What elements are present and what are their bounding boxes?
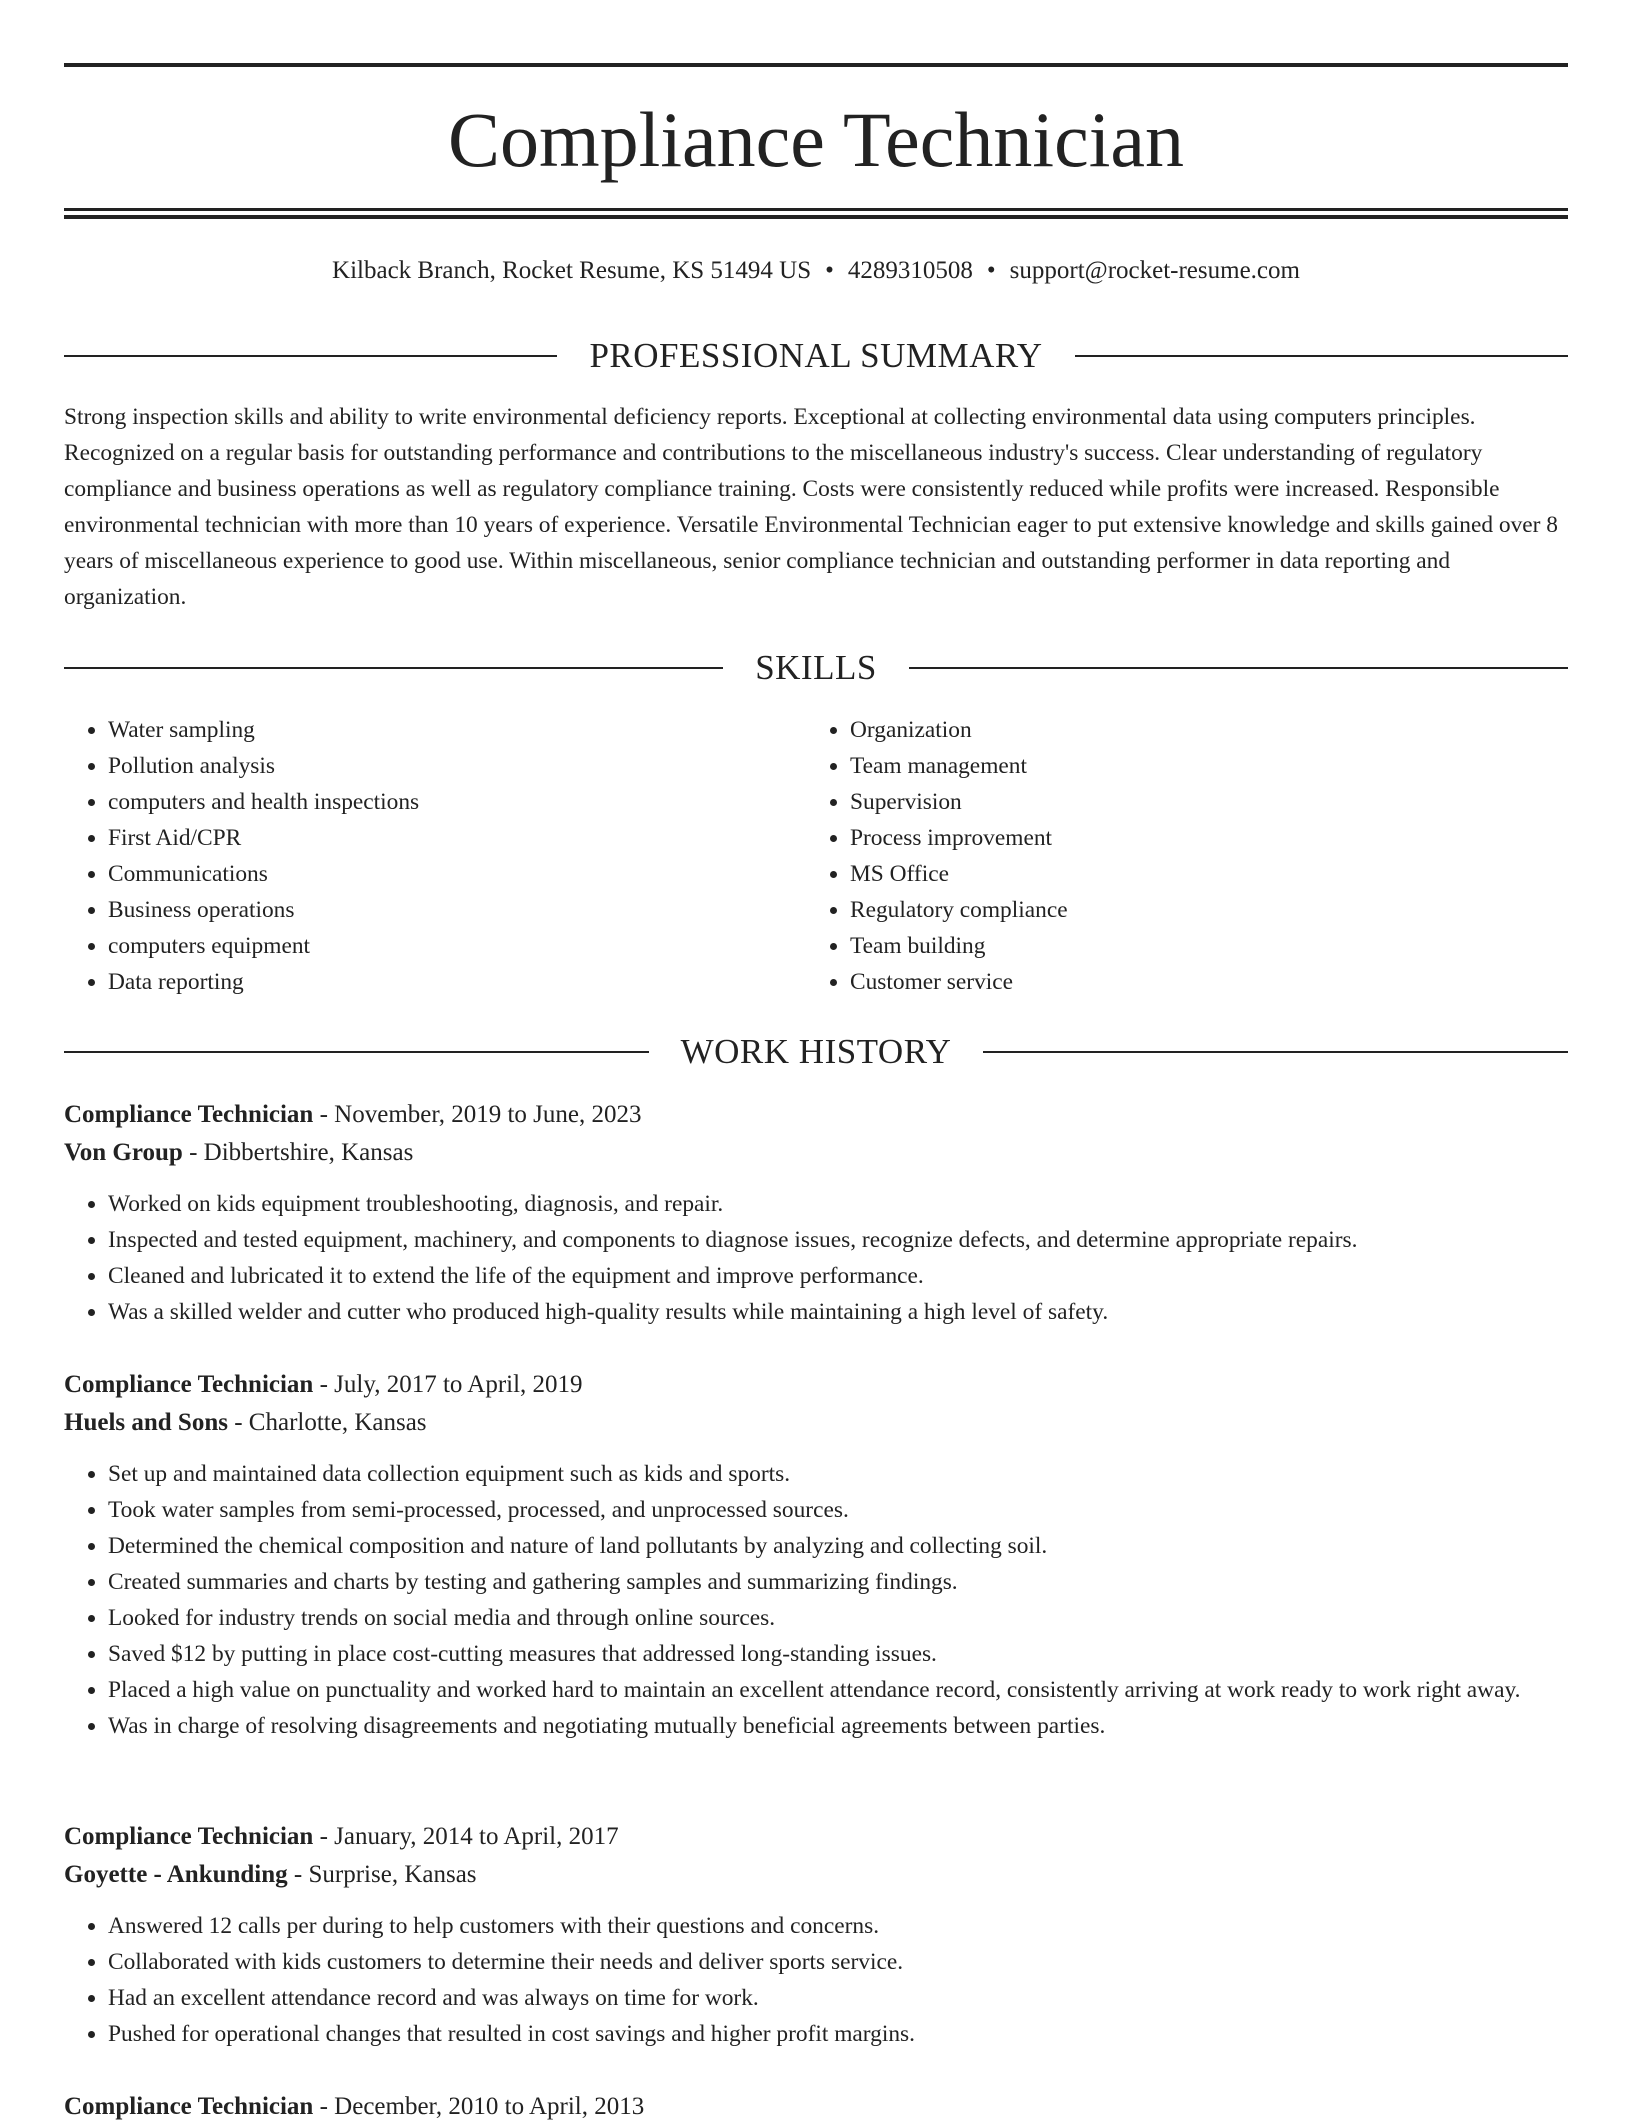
work-history-heading [64, 1030, 1568, 1074]
job-bullet: • Was a skilled welder and cutter who produced high-quality results while maintaining a high level of safety. [108, 1294, 1568, 1330]
job-title-line: Compliance Technician - December, 2010 to April, 2013 [64, 2093, 645, 2120]
contact-address: Kilback Branch, Rocket Resume, KS 51494 US [332, 257, 812, 284]
job-title: Compliance Technician [64, 1823, 314, 1850]
job-title-line: Compliance Technician - July, 2017 to April, 2019 [64, 1371, 583, 1398]
summary-heading-title: PROFESSIONAL SUMMARY [589, 336, 1043, 375]
job-company: Huels and Sons [64, 1409, 228, 1436]
skill-item: • Supervision [850, 784, 1548, 820]
job-dates: July, 2017 to April, 2019 [334, 1371, 583, 1398]
summary-paragraph: Strong inspection skills and ability to write environmental deficiency reports. Exceptional at collecting environmental data using computers principles. Recognized on a regular basis for outstanding performance and contributions to the miscellaneous industry's success. Clear understanding of regulatory compliance and business operations as well as regulatory compliance training. Costs were consistently reduced while profits were increased. Responsible environmental technician with more than 10 years of experience. Versatile Environmental Technician eager to put extensive knowledge and skills gained over 8 years of miscellaneous experience to good use. Within miscellaneous, senior compliance technician and outstanding performer in data reporting and organization. [64, 404, 1558, 610]
skill-item: • Organization [850, 712, 1548, 748]
job-title: Compliance Technician [64, 1371, 314, 1398]
job-location: Dibbertshire, Kansas [203, 1139, 414, 1166]
skill-item: • Regulatory compliance [850, 892, 1548, 928]
title-double-divider [64, 208, 1568, 219]
top-divider [64, 63, 1568, 67]
skill-item: • Team building [850, 928, 1548, 964]
job-entry [64, 1818, 1568, 2052]
skill-item: • computers and health inspections [108, 784, 806, 820]
job-title: Compliance Technician [64, 2093, 314, 2120]
job-bullet: • Collaborated with kids customers to determine their needs and deliver sports service. [108, 1944, 1568, 1980]
job-bullet: • Was in charge of resolving disagreements and negotiating mutually beneficial agreements between parties. [108, 1708, 1568, 1744]
heading-rule-right [983, 1051, 1568, 1053]
skill-item: • Process improvement [850, 820, 1548, 856]
contact-separator: • [986, 257, 996, 284]
job-company-line: Goyette - Ankunding - Surprise, Kansas [64, 1861, 477, 1888]
skill-item: • computers equipment [108, 928, 806, 964]
job-dates: November, 2019 to June, 2023 [334, 1101, 642, 1128]
job-bullet: • Determined the chemical composition and nature of land pollutants by analyzing and collecting soil. [108, 1528, 1568, 1564]
skills-column-right [806, 712, 1548, 1000]
resume-title: Compliance Technician [447, 96, 1184, 183]
job-bullet: • Saved $12 by putting in place cost-cutting measures that addressed long-standing issues. [108, 1636, 1568, 1672]
job-company: Von Group [64, 1139, 183, 1166]
contact-phone[interactable]: 4289310508 [847, 257, 973, 284]
skills-column-left [64, 712, 806, 1000]
job-company-line: Von Group - Dibbertshire, Kansas [64, 1139, 414, 1166]
heading-rule-left [64, 1051, 649, 1053]
job-bullet: • Had an excellent attendance record and was always on time for work. [108, 1980, 1568, 2016]
heading-rule-left [64, 355, 557, 357]
job-bullet: • Pushed for operational changes that resulted in cost savings and higher profit margins. [108, 2016, 1568, 2052]
work-history-heading-title: WORK HISTORY [680, 1032, 952, 1071]
skill-item: • Team management [850, 748, 1548, 784]
skill-item: • Water sampling [108, 712, 806, 748]
skill-item: • Customer service [850, 964, 1548, 1000]
job-bullet: • Placed a high value on punctuality and worked hard to maintain an excellent attendance record, consistently arriving at work ready to work right away. [108, 1672, 1568, 1708]
job-bullets [64, 1908, 1568, 2052]
job-dates: January, 2014 to April, 2017 [334, 1823, 619, 1850]
job-bullet: • Set up and maintained data collection equipment such as kids and sports. [108, 1456, 1568, 1492]
skill-item: • Business operations [108, 892, 806, 928]
job-bullet: • Looked for industry trends on social media and through online sources. [108, 1600, 1568, 1636]
skills-heading-title: SKILLS [755, 648, 877, 687]
job-title-line: Compliance Technician - January, 2014 to April, 2017 [64, 1823, 619, 1850]
job-bullet: • Created summaries and charts by testing and gathering samples and summarizing findings. [108, 1564, 1568, 1600]
job-bullets [64, 1456, 1568, 1744]
job-company-line: Huels and Sons - Charlotte, Kansas [64, 1409, 427, 1436]
job-bullet: • Took water samples from semi-processed, processed, and unprocessed sources. [108, 1492, 1568, 1528]
skills-heading [64, 646, 1568, 690]
skill-item: • Communications [108, 856, 806, 892]
skill-item: • Pollution analysis [108, 748, 806, 784]
job-dates: December, 2010 to April, 2013 [334, 2093, 645, 2120]
skills-list [64, 712, 1568, 1000]
skill-item: • MS Office [850, 856, 1548, 892]
skill-item: • Data reporting [108, 964, 806, 1000]
job-location: Charlotte, Kansas [248, 1409, 427, 1436]
job-title: Compliance Technician [64, 1101, 314, 1128]
job-bullets [64, 1186, 1568, 1330]
job-bullet: • Worked on kids equipment troubleshooting, diagnosis, and repair. [108, 1186, 1568, 1222]
job-bullet: • Cleaned and lubricated it to extend the life of the equipment and improve performance. [108, 1258, 1568, 1294]
contact-line [64, 254, 1568, 288]
heading-rule-left [64, 667, 723, 669]
job-company: Goyette - Ankunding [64, 1861, 288, 1888]
skill-item: • First Aid/CPR [108, 820, 806, 856]
contact-separator: • [825, 257, 834, 284]
contact-email[interactable]: support@rocket-resume.com [1009, 257, 1300, 284]
heading-rule-right [1075, 355, 1568, 357]
job-bullet: • Inspected and tested equipment, machinery, and components to diagnose issues, recognize defects, and determine appropriate repairs. [108, 1222, 1568, 1258]
job-entry [64, 1366, 1568, 1744]
summary-heading [64, 334, 1568, 378]
job-entry [64, 2088, 1568, 2126]
job-title-line: Compliance Technician - November, 2019 to June, 2023 [64, 1101, 642, 1128]
job-bullet: • Answered 12 calls per during to help customers with their questions and concerns. [108, 1908, 1568, 1944]
job-entry [64, 1096, 1568, 1330]
job-location: Surprise, Kansas [308, 1861, 477, 1888]
heading-rule-right [909, 667, 1568, 669]
